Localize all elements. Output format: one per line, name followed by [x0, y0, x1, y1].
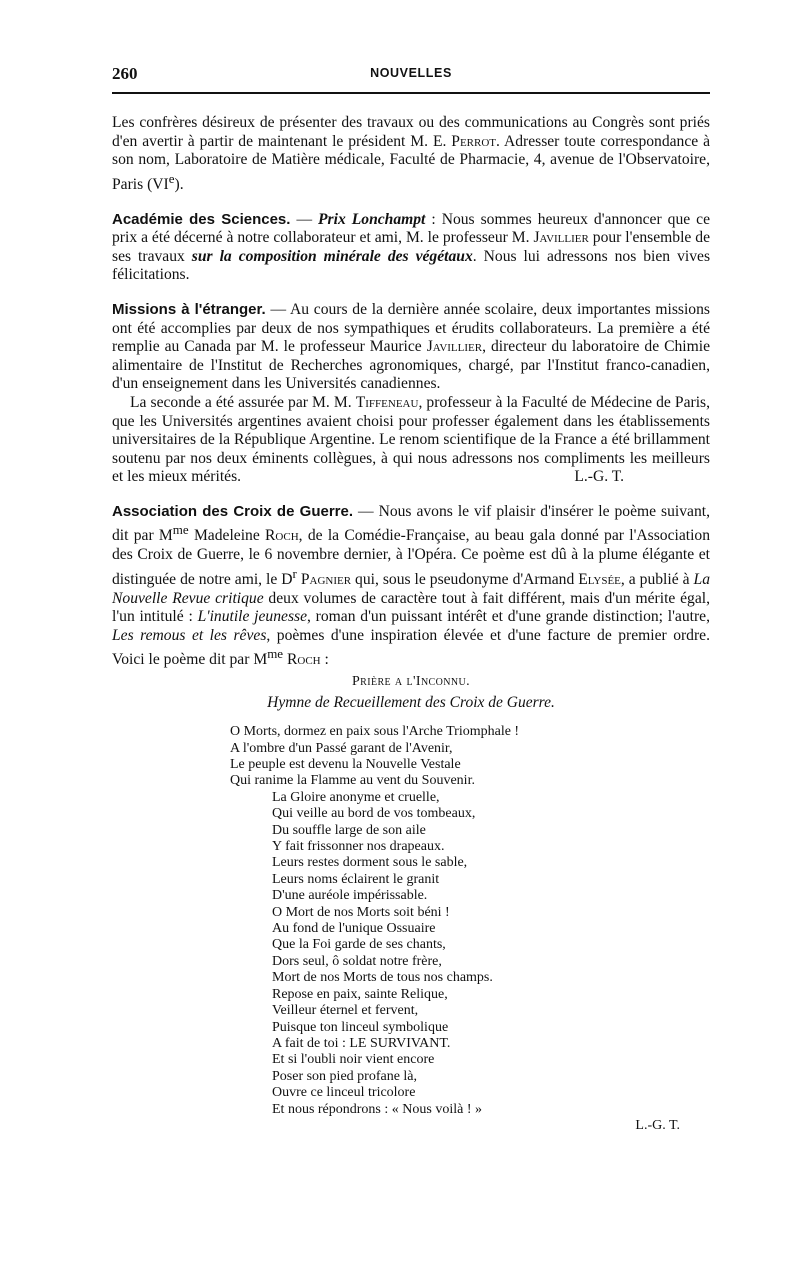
poem-line: A l'ombre d'un Passé garant de l'Avenir, [230, 740, 453, 756]
superscript: r [292, 565, 297, 581]
poem-line: Que la Foi garde de ses chants, [272, 937, 446, 953]
poem-line: Puisque ton linceul symbolique [272, 1019, 449, 1035]
superscript: me [172, 522, 189, 538]
text: , roman d'un puissant intérêt et d'une grande distinction; l'autre, [307, 608, 710, 626]
poem-line: La Gloire anonyme et cruelle, [272, 789, 440, 805]
text: , de la Comédie-Française, au beau gala donné par l'Association des Croix de Guerre, le 6 novembre dernier, à l'Opéra. Ce poème est dû à la plume élégante et distinguée de notre ami, le D [112, 527, 711, 589]
poem-line: Veilleur éternel et fervent, [272, 1003, 419, 1019]
poem-line: Du souffle large de son aile [272, 822, 426, 838]
person-name: Elysée [578, 571, 621, 589]
person-name: Javillier [426, 338, 483, 356]
superscript: e [168, 170, 175, 186]
text: , a publié à [620, 571, 694, 589]
person-name: Roch [265, 527, 299, 545]
text: , directeur du laboratoire de Chimie alimentaire de l'Institut de Recherches agronomiques, chargé, par l'Institut franco-canadien, d'un enseignement dans les Universités canadiennes. [112, 338, 711, 393]
text: Les confrères désireux de présenter des travaux ou des communications au Congrès sont priés d'en avertir à partir de maintenant le président M. E. [112, 114, 710, 150]
poem-line: Le peuple est devenu la Nouvelle Vestale [230, 757, 461, 772]
text: — Au cours de la dernière année scolaire, deux importantes missions ont été accomplies par deux de nos sympathiques et érudits collaborateurs. La première a été remplie au Canada par M. le professeur Maurice [112, 300, 710, 356]
section-heading: Association des Croix de Guerre. [112, 502, 354, 520]
poem-line: Leurs noms éclairent le granit [272, 871, 440, 887]
person-name: Javillier [533, 229, 589, 247]
poem-line: Leurs restes dorment sous le sable, [272, 855, 468, 871]
text: qui, sous le pseudonyme d'Armand [351, 571, 579, 589]
poem-line: Qui veille au bord de vos tombeaux, [272, 806, 476, 822]
section-heading: Académie des Sciences. [112, 210, 291, 228]
poem-line: Dors seul, ô soldat notre frère, [272, 953, 442, 969]
superscript: me [267, 646, 284, 662]
header-rule [112, 92, 710, 94]
poem-line: Et si l'oubli noir vient encore [272, 1052, 435, 1068]
poem-signature: L.-G. T. [635, 1117, 680, 1133]
poem-line: Qui ranime la Flamme au vent du Souvenir. [230, 773, 475, 789]
text: — Nous avons le vif plaisir d'insérer le poème suivant, dit par M [112, 502, 710, 545]
poem [230, 724, 710, 1118]
book-title: L'inutile jeunesse [197, 608, 308, 626]
book-title: Les remous et les rêves [112, 626, 267, 644]
poem-subtitle: Hymne de Recueillement des Croix de Guerre. [267, 694, 555, 712]
congress-paragraph [112, 114, 710, 195]
missions-paragraph-1 [112, 301, 710, 394]
text: . Adresser toute correspondance à son nom, Laboratoire de Matière médicale, Faculté de Pharmacie, 4, avenue de l'Observatoire, Paris (VI [112, 132, 711, 193]
text: : [320, 651, 329, 669]
text: La seconde a été assurée par M. M. [130, 393, 356, 411]
text: : Nous sommes heureux d'annoncer que ce prix a été décerné à notre collaborateur et ami, M. le professeur M. [112, 210, 711, 247]
poem-line: Et nous répondrons : « Nous voilà ! » [272, 1101, 482, 1117]
signature: L.-G. T. [574, 468, 624, 486]
work-title: sur la composition minérale des végétaux [191, 247, 473, 265]
text: , poèmes d'une inspiration élevée et d'une facture de premier ordre. Voici le poème dit par M [112, 626, 710, 669]
poem-line: Mort de nos Morts de tous nos champs. [272, 970, 493, 986]
poem-line: D'une auréole impérissable. [272, 888, 428, 904]
congress-notice [112, 114, 710, 195]
text: deux volumes de caractère tout à fait différent, mais d'un mérite égal, l'un intitulé : [112, 589, 710, 626]
prize-name: Prix Lonchampt [318, 210, 426, 228]
running-head: NOUVELLES [370, 66, 452, 80]
poem-line: Ouvre ce linceul tricolore [272, 1085, 416, 1101]
poem-line: O Mort de nos Morts soit béni ! [272, 904, 450, 920]
academie-notice [112, 211, 710, 285]
poem-line: Au fond de l'unique Ossuaire [272, 921, 436, 937]
missions-paragraph-2 [112, 394, 710, 487]
academie-paragraph [112, 211, 710, 285]
person-name: Pagnier [300, 571, 352, 589]
text: , professeur à la Faculté de Médecine de Paris, que les Universités argentines avaient choisi pour professer également dans les établissements universitaires de la République Argentine. Le renom scientifique de la France a été brillamment soutenu par nos deux éminents collègues, à qui nous adressons nos compliments les meilleurs et les mieux mérités. [112, 393, 710, 486]
croix-de-guerre-notice [112, 503, 710, 670]
poem-title: Prière a l'Inconnu. [351, 674, 471, 690]
person-name: Tiffeneau [355, 393, 419, 411]
text: Madeleine [188, 527, 266, 545]
page-header [112, 58, 710, 84]
poem-line: Y fait frissonner nos drapeaux. [272, 839, 445, 855]
missions-notice [112, 301, 710, 487]
page-number: 260 [112, 64, 138, 83]
text: . Nous lui adressons nos bien vives félicitations. [112, 247, 711, 284]
text: ). [174, 175, 184, 193]
section-heading: Missions à l'étranger. [112, 300, 266, 318]
poem-line: A fait de toi : LE SURVIVANT. [272, 1035, 451, 1051]
page [112, 58, 711, 1133]
person-name: Roch [286, 651, 321, 669]
poem-line: O Morts, dormez en paix sous l'Arche Triomphale ! [230, 724, 520, 740]
text: pour l'ensemble de ses travaux [112, 229, 710, 265]
poem-line: Repose en paix, sainte Relique, [272, 986, 448, 1002]
person-name: Perrot [451, 132, 497, 150]
croix-paragraph [112, 503, 710, 670]
publication-title: La Nouvelle Revue critique [112, 571, 710, 607]
text: — [290, 210, 319, 228]
poem-line: Poser son pied profane là, [272, 1068, 418, 1084]
